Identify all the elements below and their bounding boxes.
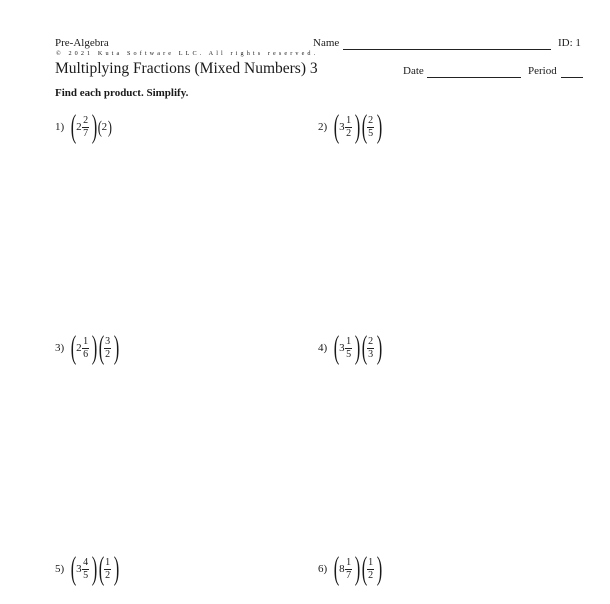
fraction xyxy=(367,558,374,581)
whole-number: 8 xyxy=(339,563,345,575)
numerator: 1 xyxy=(346,556,352,568)
numerator: 1 xyxy=(368,556,374,568)
left-paren: ( xyxy=(98,550,104,587)
left-paren: ( xyxy=(97,117,102,137)
right-paren: ) xyxy=(354,550,360,587)
denominator: 2 xyxy=(346,127,352,139)
left-paren: ( xyxy=(70,550,77,587)
right-paren: ) xyxy=(376,550,382,587)
date-blank-line xyxy=(427,77,521,78)
right-paren: ) xyxy=(376,329,382,366)
fraction xyxy=(345,116,352,139)
problem-number: 5) xyxy=(55,563,65,575)
left-paren: ( xyxy=(98,329,104,366)
worksheet-id: ID: 1 xyxy=(558,37,581,49)
whole-number: 2 xyxy=(76,121,82,133)
whole-number: 2 xyxy=(101,121,108,133)
instructions: Find each product. Simplify. xyxy=(55,87,189,99)
denominator: 5 xyxy=(368,127,374,139)
denominator: 6 xyxy=(83,348,89,360)
denominator: 3 xyxy=(368,348,374,360)
problem-6 xyxy=(318,549,382,589)
problem-number: 1) xyxy=(55,121,65,133)
whole-number: 3 xyxy=(339,342,345,354)
problem-2 xyxy=(318,107,382,147)
denominator: 7 xyxy=(346,569,352,581)
left-paren: ( xyxy=(333,550,340,587)
left-paren: ( xyxy=(333,108,340,145)
whole-number: 2 xyxy=(76,342,82,354)
numerator: 1 xyxy=(105,556,111,568)
fraction xyxy=(104,337,111,360)
problem-3 xyxy=(55,328,119,368)
problem-expression xyxy=(332,550,382,587)
right-paren: ) xyxy=(91,329,97,366)
problem-number: 6) xyxy=(318,563,328,575)
denominator: 2 xyxy=(368,569,374,581)
numerator: 1 xyxy=(83,335,89,347)
right-paren: ) xyxy=(91,108,97,145)
problem-4 xyxy=(318,328,382,368)
numerator: 1 xyxy=(346,114,352,126)
numerator: 1 xyxy=(346,335,352,347)
fraction xyxy=(82,116,89,139)
problem-number: 2) xyxy=(318,121,328,133)
right-paren: ) xyxy=(107,117,113,137)
denominator: 7 xyxy=(83,127,89,139)
numerator: 2 xyxy=(83,114,89,126)
name-blank-line xyxy=(343,49,551,50)
left-paren: ( xyxy=(70,108,77,145)
fraction xyxy=(104,558,111,581)
problem-1 xyxy=(55,107,112,147)
numerator: 2 xyxy=(368,335,374,347)
left-paren: ( xyxy=(333,329,340,366)
left-paren: ( xyxy=(361,108,367,145)
worksheet-title: Multiplying Fractions (Mixed Numbers) 3 xyxy=(55,60,318,77)
course-name: Pre-Algebra xyxy=(55,37,109,49)
fraction xyxy=(82,337,89,360)
problem-expression xyxy=(69,108,113,145)
denominator: 2 xyxy=(105,348,111,360)
denominator: 5 xyxy=(346,348,352,360)
date-label: Date xyxy=(403,65,424,77)
whole-number: 3 xyxy=(76,563,82,575)
problem-expression xyxy=(332,108,382,145)
problem-5 xyxy=(55,549,119,589)
copyright-notice: © 2021 Kuta Software LLC. All rights reserved. xyxy=(56,50,319,57)
fraction xyxy=(367,337,374,360)
right-paren: ) xyxy=(91,550,97,587)
left-paren: ( xyxy=(361,550,367,587)
whole-number: 3 xyxy=(339,121,345,133)
right-paren: ) xyxy=(354,329,360,366)
period-blank-line xyxy=(561,77,583,78)
period-label: Period xyxy=(528,65,557,77)
fraction xyxy=(82,558,89,581)
fraction xyxy=(345,558,352,581)
problem-number: 3) xyxy=(55,342,65,354)
right-paren: ) xyxy=(376,108,382,145)
fraction xyxy=(367,116,374,139)
right-paren: ) xyxy=(113,329,119,366)
right-paren: ) xyxy=(354,108,360,145)
denominator: 5 xyxy=(83,569,89,581)
left-paren: ( xyxy=(361,329,367,366)
right-paren: ) xyxy=(113,550,119,587)
denominator: 2 xyxy=(105,569,111,581)
numerator: 2 xyxy=(368,114,374,126)
problem-expression xyxy=(69,329,119,366)
numerator: 4 xyxy=(83,556,89,568)
left-paren: ( xyxy=(70,329,77,366)
problem-expression xyxy=(332,329,382,366)
numerator: 3 xyxy=(105,335,111,347)
name-label: Name xyxy=(313,37,340,49)
fraction xyxy=(345,337,352,360)
problem-number: 4) xyxy=(318,342,328,354)
problem-expression xyxy=(69,550,119,587)
